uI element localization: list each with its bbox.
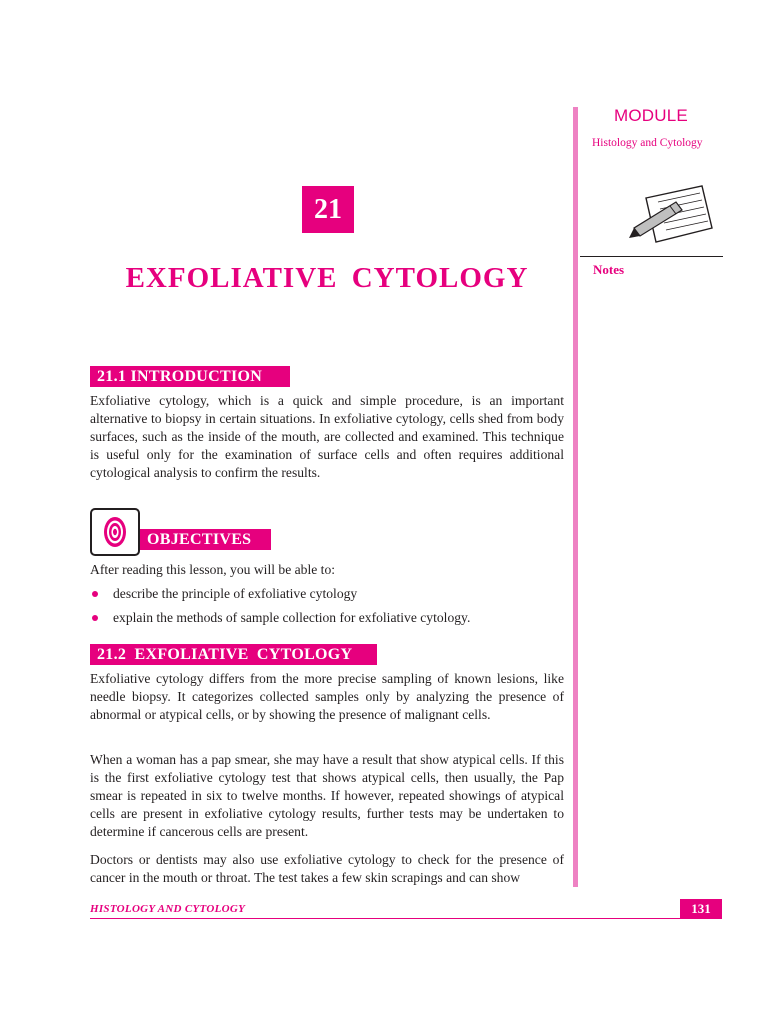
chapter-title: EXFOLIATIVE CYTOLOGY <box>125 262 529 294</box>
target-spiral-icon <box>90 508 140 556</box>
module-label: MODULE <box>614 106 688 125</box>
objectives-list <box>90 582 564 630</box>
section-heading-introduction: 21.1 INTRODUCTION <box>90 366 290 387</box>
section-heading-objectives: OBJECTIVES <box>140 529 271 550</box>
margin-rule <box>573 107 578 887</box>
module-subtitle: Histology and Cytology <box>592 137 703 149</box>
objective-item: explain the methods of sample collection for exfoliative cytology. <box>90 606 564 630</box>
notes-label: Notes <box>593 262 625 277</box>
body-paragraph: When a woman has a pap smear, she may have a result that show atypical cells. If this is the first exfoliative cytology test that shows atypical cells, then usually, the Pap smear is repeated in six to twelve months. If however, repeated showings of atypical cells are present in exfoliative cytology results, further tests may be undertaken to determine if cancerous cells are present. <box>90 752 564 839</box>
body-paragraph: Doctors or dentists may also use exfoliative cytology to check for the presence of cancer in the mouth or throat. The test takes a few skin scrapings and can show <box>90 852 564 885</box>
body-paragraph: Exfoliative cytology differs from the more precise sampling of known lesions, like needle biopsy. It categorizes collected samples only by analyzing the presence of abnormal or atypical cells, or by showing the presence of malignant cells. <box>90 671 564 722</box>
notepad-pencil-icon <box>628 184 714 254</box>
page-number: 131 <box>680 899 722 919</box>
section-heading-exfoliative-cytology: 21.2 EXFOLIATIVE CYTOLOGY <box>90 644 377 665</box>
objective-item: describe the principle of exfoliative cytology <box>90 582 564 606</box>
footer-title: HISTOLOGY AND CYTOLOGY <box>90 903 246 915</box>
chapter-number: 21 <box>302 186 354 233</box>
notes-rule <box>580 256 723 257</box>
intro-paragraph: Exfoliative cytology, which is a quick and simple procedure, is an important alternative to biopsy in certain situations. In exfoliative cytology, cells shed from body surfaces, such as the inside of the mouth, are collected and examined. This technique is useful only for the examination of surface cells and often requires additional cytological analysis to confirm the results. <box>90 393 564 480</box>
footer-rule <box>90 918 722 919</box>
objectives-lead: After reading this lesson, you will be able to: <box>90 562 336 577</box>
